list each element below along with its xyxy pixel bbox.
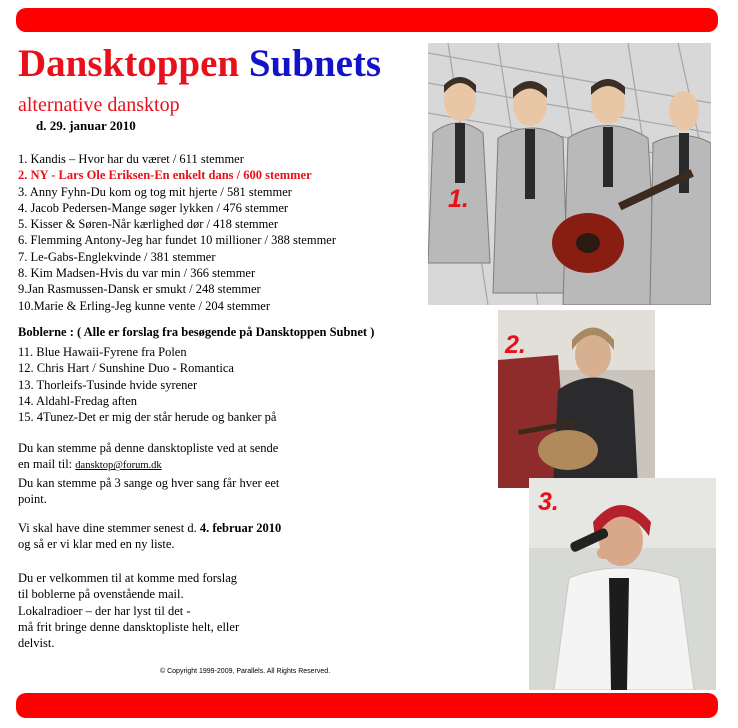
voting-email-line	[18, 456, 279, 474]
deadline-line: og så er vi klar med en ny liste.	[18, 537, 175, 552]
voting-line: Du kan stemme på 3 sange og hver sang får hver eet	[18, 475, 280, 490]
photo-label-1: 1.	[448, 185, 469, 213]
ranking-item: 10.Marie & Erling-Jeg kunne vente / 204 stemmer	[18, 298, 271, 313]
boblerne-item: 11. Blue Hawaii-Fyrene fra Polen	[18, 345, 187, 359]
title-dansktoppen: Dansktoppen	[18, 42, 240, 85]
deadline-prefix: Vi skal have dine stemmer senest d.	[18, 521, 200, 535]
boblerne-heading: Boblerne : ( Alle er forslag fra besøgende på Dansktoppen Subnet )	[18, 325, 375, 339]
ranking-list	[18, 151, 336, 314]
ranking-item: 3. Anny Fyhn-Du kom og tog mit hjerte / 581 stemmer	[18, 184, 292, 199]
boblerne-item: 14. Aldahl-Fredag aften	[18, 393, 138, 408]
voting-email-prefix: en mail til:	[18, 457, 76, 472]
boblerne-item: 15. 4Tunez-Det er mig der står herude og banker på	[18, 410, 277, 425]
ranking-item: 5. Kisser & Søren-Når kærlighed dør / 418 stemmer	[18, 217, 279, 232]
ranking-item: 6. Flemming Antony-Jeg har fundet 10 millioner / 388 stemmer	[18, 233, 337, 248]
top-red-bar	[16, 8, 718, 32]
boblerne-list	[18, 344, 276, 425]
boblerne-item: 12. Chris Hart / Sunshine Duo - Romantica	[18, 361, 234, 376]
ranking-item: 7. Le-Gabs-Englekvinde / 381 stemmer	[18, 249, 216, 264]
bottom-red-bar	[16, 693, 718, 718]
page-title	[18, 44, 381, 83]
ranking-item: 4. Jacob Pedersen-Mange søger lykken / 476 stemmer	[18, 200, 289, 215]
voting-line: Du kan stemme på denne dansktopliste ved at sende	[18, 441, 279, 455]
welcome-info	[18, 570, 239, 651]
voting-info	[18, 440, 279, 507]
title-subnets: Subnets	[248, 42, 382, 85]
copyright-notice: © Copyright 1999-2009, Parallels. All Rights Reserved.	[160, 668, 331, 675]
deadline-date: 4. februar 2010	[199, 521, 282, 535]
welcome-line: til boblerne på ovenstående mail.	[18, 587, 184, 602]
welcome-line: Lokalradioer – der har lyst til det -	[18, 603, 191, 618]
voting-line: point.	[18, 491, 47, 506]
deadline-info	[18, 520, 281, 553]
boblerne-item: 13. Thorleifs-Tusinde hvide syrener	[18, 377, 198, 392]
welcome-line: delvist.	[18, 636, 55, 651]
ranking-item: 9.Jan Rasmussen-Dansk er smukt / 248 stemmer	[18, 282, 261, 297]
welcome-line: Du er velkommen til at komme med forslag	[18, 571, 238, 585]
ranking-item-new: 2. NY - Lars Ole Eriksen-En enkelt dans / 600 stemmer	[18, 168, 312, 183]
deadline-line	[18, 520, 281, 536]
ranking-item: 8. Kim Madsen-Hvis du var min / 366 stemmer	[18, 266, 256, 281]
welcome-line: må frit bringe denne dansktopliste helt, eller	[18, 619, 240, 634]
photo-label-2: 2.	[505, 331, 526, 359]
band-photo	[428, 43, 711, 305]
list-date: d. 29. januar 2010	[36, 118, 136, 133]
photo-label-3: 3.	[538, 488, 559, 516]
page-subtitle: alternative dansktop	[18, 94, 180, 116]
ranking-item: 1. Kandis – Hvor har du været / 611 stemmer	[18, 152, 244, 166]
email-link[interactable]: dansktop@forum.dk	[75, 460, 162, 472]
